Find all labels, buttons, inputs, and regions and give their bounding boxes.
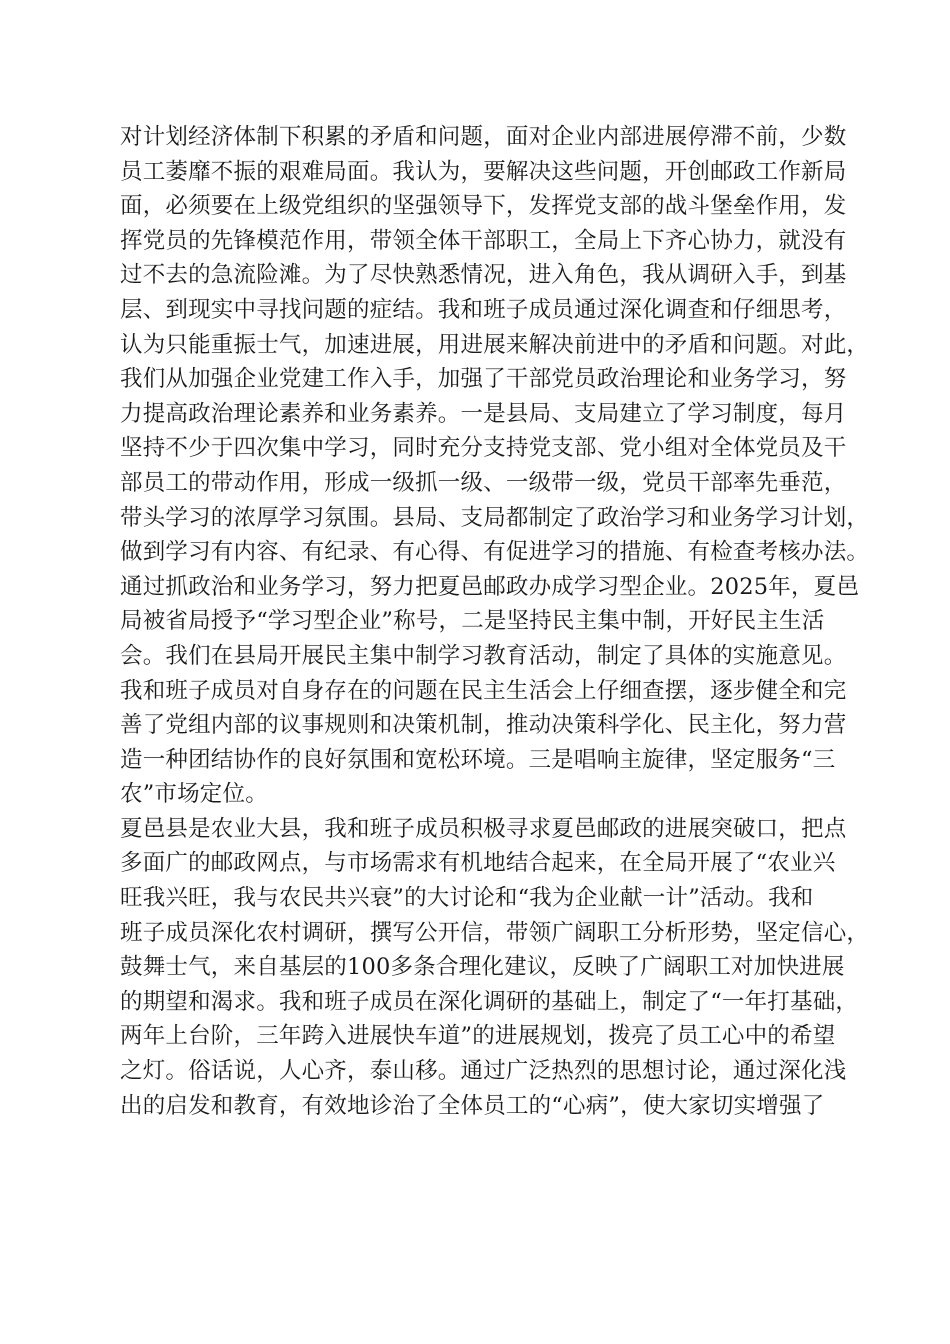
text-line: 之灯。俗话说，人心齐，泰山移。通过广泛热烈的思想讨论，通过深化浅 [120, 1058, 847, 1085]
text-line: 局被省局授予“学习型企业”称号，二是坚持民主集中制，开好民主生活 [120, 608, 825, 635]
text-line: 带头学习的浓厚学习氛围。县局、支局都制定了政治学习和业务学习计划， [120, 504, 870, 531]
text-line: 过不去的急流险滩。为了尽快熟悉情况，进入角色，我从调研入手，到基 [120, 262, 847, 289]
text-line: 旺我兴旺，我与农民共兴衰”的大讨论和“我为企业献一计”活动。我和 [120, 885, 814, 912]
text-line: 通过抓政治和业务学习，努力把夏邑邮政办成学习型企业。2025年，夏邑 [120, 573, 860, 600]
text-line: 出的启发和教育，有效地诊治了全体员工的“心病”，使大家切实增强了 [120, 1092, 825, 1119]
text-line: 我们从加强企业党建工作入手，加强了干部党员政治理论和业务学习，努 [120, 366, 847, 393]
text-line: 班子成员深化农村调研，撰写公开信，带领广阔职工分析形势，坚定信心， [120, 919, 870, 946]
text-line: 鼓舞士气，来自基层的100多条合理化建议，反映了广阔职工对加快进展 [120, 954, 845, 981]
text-line: 做到学习有内容、有纪录、有心得、有促进学习的措施、有检查考核办法。 [120, 539, 870, 566]
text-line: 挥党员的先锋模范作用，带领全体干部职工，全局上下齐心协力，就没有 [120, 227, 847, 254]
text-line: 层、到现实中寻找问题的症结。我和班子成员通过深化调查和仔细思考， [120, 296, 847, 323]
text-line: 善了党组内部的议事规则和决策机制，推动决策科学化、民主化，努力营 [120, 712, 847, 739]
text-line: 农”市场定位。 [120, 781, 268, 808]
text-line: 面，必须要在上级党组织的坚强领导下，发挥党支部的战斗堡垒作用，发 [120, 193, 847, 220]
text-line: 力提高政治理论素养和业务素养。一是县局、支局建立了学习制度，每月 [120, 400, 847, 427]
text-line: 夏邑县是农业大县，我和班子成员积极寻求夏邑邮政的进展突破口，把点 [120, 815, 847, 842]
text-line: 会。我们在县局开展民主集中制学习教育活动，制定了具体的实施意见。 [120, 642, 847, 669]
text-line: 坚持不少于四次集中学习，同时充分支持党支部、党小组对全体党员及干 [120, 435, 847, 462]
text-line: 的期望和渴求。我和班子成员在深化调研的基础上，制定了“一年打基础， [120, 988, 859, 1015]
text-line: 多面广的邮政网点，与市场需求有机地结合起来，在全局开展了“农业兴 [120, 850, 836, 877]
text-line: 员工萎靡不振的艰难局面。我认为，要解决这些问题，开创邮政工作新局 [120, 158, 847, 185]
text-line: 对计划经济体制下积累的矛盾和问题，面对企业内部进展停滞不前，少数 [120, 124, 847, 150]
text-line: 认为只能重振士气，加速进展，用进展来解决前进中的矛盾和问题。对此， [120, 331, 870, 358]
text-line: 我和班子成员对自身存在的问题在民主生活会上仔细查摆，逐步健全和完 [120, 677, 847, 704]
text-line: 两年上台阶，三年跨入进展快车道”的进展规划，拨亮了员工心中的希望 [120, 1023, 836, 1050]
text-line: 部员工的带动作用，形成一级抓一级、一级带一级，党员干部率先垂范， [120, 469, 847, 496]
body-text [120, 120, 890, 1123]
text-line: 造一种团结协作的良好氛围和宽松环境。三是唱响主旋律，坚定服务“三 [120, 746, 836, 773]
